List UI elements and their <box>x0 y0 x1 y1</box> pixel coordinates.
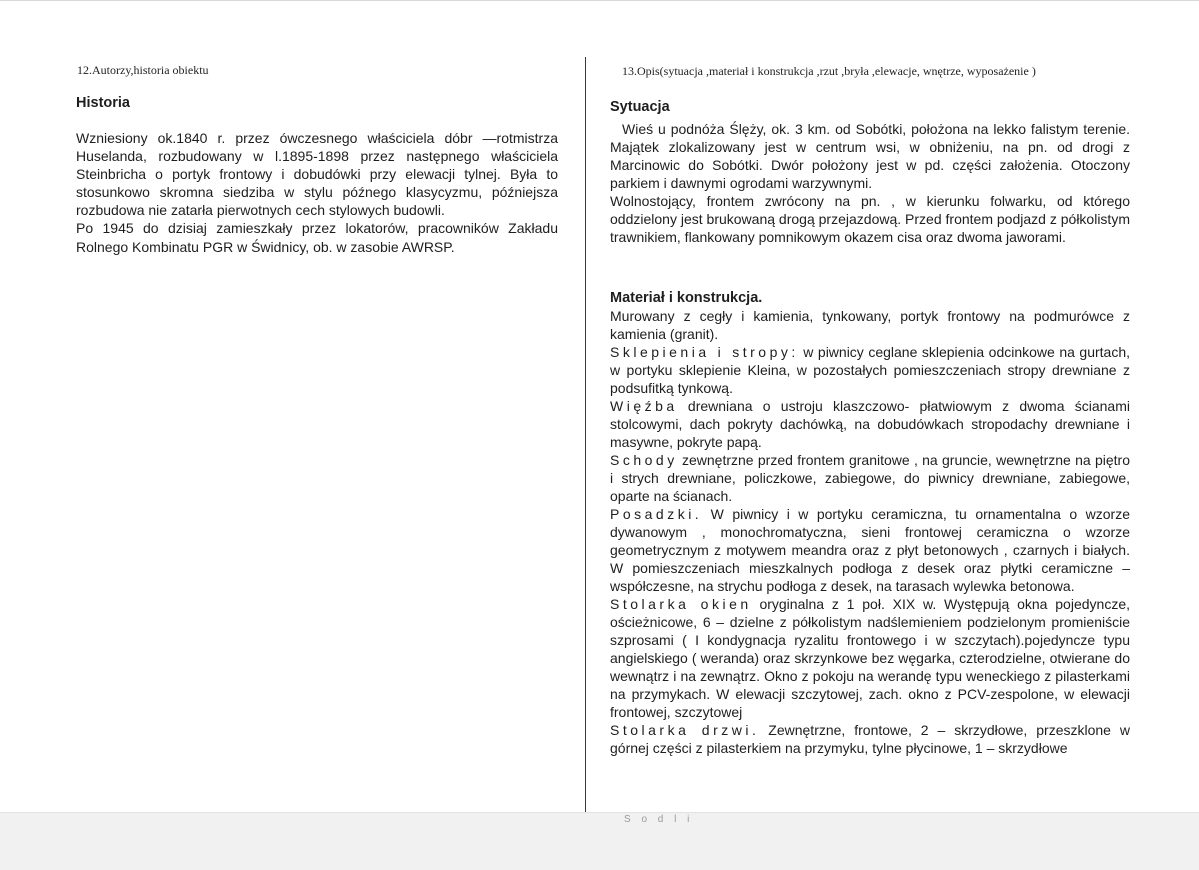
truss-paragraph <box>610 397 1130 451</box>
vaults-text: w piwnicy ceglane sklepienia odcinkowe na gurtach, w portyku sklepienie Kleina, w pozostałych pomieszczeniach stropy drewniane z podsufitką tynkową. <box>610 344 1130 396</box>
history-heading: Historia <box>76 95 130 111</box>
material-text <box>610 307 1130 757</box>
right-section-header: 13.Opis(sytuacja ,materiał i konstrukcja ,rzut ,bryła ,elewacje, wnętrze, wyposażenie ) <box>622 64 1036 78</box>
situation-text <box>610 120 1130 246</box>
situation-paragraph-1: Wieś u podnóża Ślęży, ok. 3 km. od Sobótki, położona na lekko falistym terenie. Majątek zlokalizowany jest w centrum wsi, w obniżeniu, na pn. od drogi z Marcinowic do Sobótki. Dwór położony jest w pd. części założenia. Otoczony parkiem i dawnymi ogrodami warzywnymi. <box>610 121 1130 191</box>
page-bottom-strip <box>0 812 1199 870</box>
vaults-paragraph <box>610 343 1130 397</box>
floors-text: W piwnicy i w portyku ceramiczna, tu ornamentalna o wzorze dywanowym , monochromatyczna, sieni frontowej ceramiczna o wzorze geometrycznym z motywem meandra oraz z płyt betonowych , czarnych i białych. W pomieszczeniach mieszkalnych podłoga z desek oraz płytki ceramiczne – współczesne, na strychu podłoga z desek, na tarasach wylewka betonowa. <box>610 506 1130 594</box>
doors-paragraph <box>610 721 1130 757</box>
history-paragraph-1: Wzniesiony ok.1840 r. przez ówczesnego właściciela dóbr —rotmistrza Huselanda, rozbudowany w l.1895-1898 przez następnego właściciela Steinbricha o portyk frontowy i dobudówki przy elewacji tylnej. Była to stosunkowo skromna siedziba w stylu późnego klasycyzmu, późniejsza rozbudowa nie zatarła pierwotnych cech stylowych budowli. <box>76 130 558 219</box>
doors-term: Stolarka drzwi. <box>610 722 760 738</box>
stairs-text: zewnętrzne przed frontem granitowe , na gruncie, wewnętrzne na piętro i strych drewniane, policzkowe, zabiegowe, do piwnicy drewniane, zabiegowe, oparte na ścianach. <box>610 452 1130 504</box>
situation-paragraph-2: Wolnostojący, frontem zwrócony na pn. , w kierunku folwarku, od którego oddzielony jest brukowaną drogą przejazdową. Przed frontem podjazd z półkolistym trawnikiem, flankowany pomnikowym okazem cisa oraz dwoma jaworami. <box>610 193 1130 245</box>
vaults-term: Sklepienia i stropy: <box>610 344 799 360</box>
stairs-paragraph <box>610 451 1130 505</box>
floors-term: Posadzki. <box>610 506 703 522</box>
stairs-term: Schody <box>610 452 678 468</box>
situation-heading: Sytuacja <box>610 99 670 115</box>
left-section-header: 12.Autorzy,historia obiektu <box>77 63 209 77</box>
material-heading: Materiał i konstrukcja. <box>610 290 763 306</box>
column-divider <box>585 57 586 813</box>
material-paragraph: Murowany z cegły i kamienia, tynkowany, portyk frontowy na podmurówce z kamienia (granit). <box>610 308 1130 342</box>
history-paragraph-2: Po 1945 do dzisiaj zamieszkały przez lokatorów, pracowników Zakładu Rolnego Kombinatu PGR w Świdnicy, ob. w zasobie AWRSP. <box>76 220 558 255</box>
doors-text: Zewnętrzne, frontowe, 2 – skrzydłowe, przeszklone w górnej części z pilasterkiem na przymyku, tylne płycinowe, 1 – skrzydłowe <box>610 722 1130 756</box>
windows-term: Stolarka okien <box>610 596 752 612</box>
truss-text: drewniana o ustroju klaszczowo- płatwiowym z dwoma ścianami stolcowymi, dach pokryty dachówką, na dobudówkach stropodachy drewniane i masywne, pokryte papą. <box>610 398 1130 450</box>
windows-paragraph <box>610 595 1130 721</box>
cut-off-text: S o d l i <box>624 814 694 825</box>
truss-term: Więźba <box>610 398 678 414</box>
history-text <box>76 129 558 256</box>
windows-text: oryginalna z 1 poł. XIX w. Występują okna pojedyncze, ościeżnicowe, 6 – dzielne z półkolistym nadślemieniem podzielonym promieniście szprosami ( I kondygnacja ryzalitu frontowego i w szczytach).pojedyncze typu angielskiego ( weranda) oraz skrzynkowe bez węgarka, czterodzielne, otwierane do wewnątrz i na zewnątrz. Okno z pokoju na werandę typu weneckiego z pilasterkami na przymykach. W elewacji szczytowej, zach. okno z PCV-zespolone, w elewacji frontowej, szczytowej <box>610 596 1130 720</box>
floors-paragraph <box>610 505 1130 595</box>
